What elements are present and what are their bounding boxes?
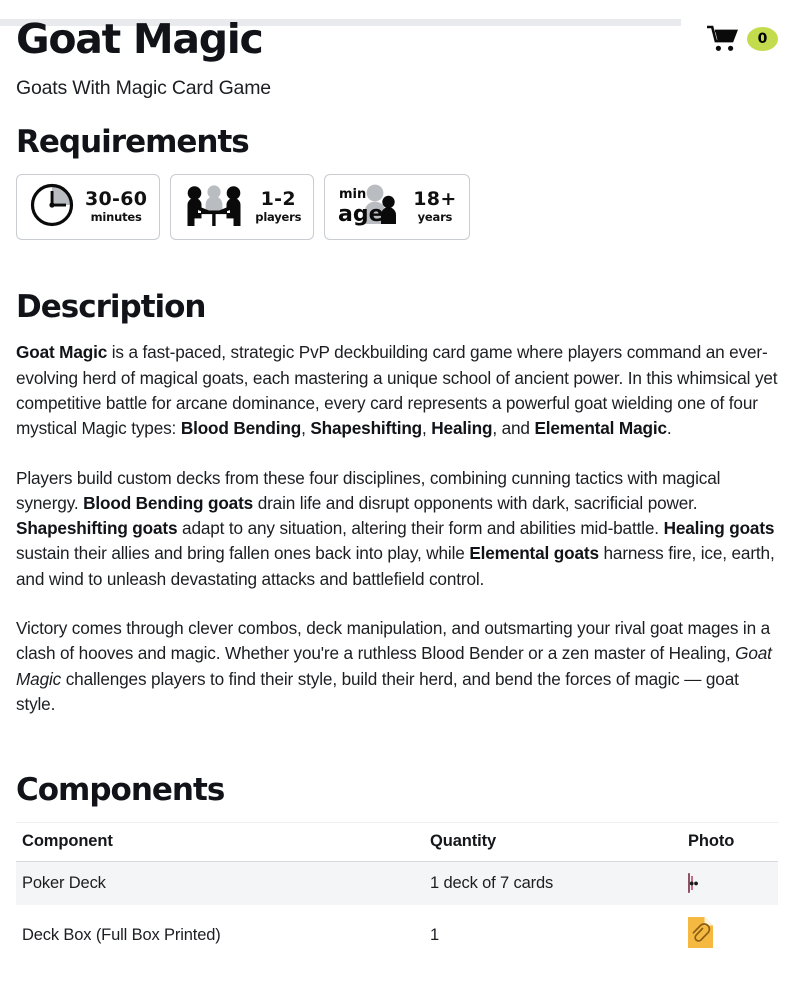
table-row xyxy=(16,862,778,906)
description-text-run: Elemental Magic xyxy=(534,418,667,439)
requirement-unit-players: players xyxy=(255,209,302,224)
requirements-heading: Requirements xyxy=(16,124,249,161)
cart-widget[interactable] xyxy=(706,25,778,53)
description-text-run: drain life and disrupt opponents with dark, sacrificial power. xyxy=(253,492,698,513)
file-attachment-icon[interactable] xyxy=(688,934,713,952)
product-page xyxy=(0,15,794,965)
requirement-value-players: 1-2 xyxy=(260,187,296,210)
description-text-run: , and xyxy=(492,418,535,439)
components-table xyxy=(16,822,778,965)
description-text-run: Healing goats xyxy=(663,518,775,539)
cart-count-badge[interactable]: 0 xyxy=(747,27,778,51)
clock-icon xyxy=(29,182,75,233)
description-text-run: Shapeshifting goats xyxy=(16,518,178,539)
description-paragraph xyxy=(16,340,778,441)
cell-quantity: 1 xyxy=(430,925,440,944)
description-body xyxy=(16,340,778,717)
requirement-unit-duration: minutes xyxy=(90,209,142,224)
requirement-unit-age: years xyxy=(417,209,453,224)
requirement-card-players xyxy=(170,174,314,240)
description-heading: Description xyxy=(16,289,206,326)
description-text-run: , xyxy=(422,418,432,439)
description-paragraph xyxy=(16,616,778,717)
description-text-run: Victory comes through clever combos, deck manipulation, and outsmarting your rival goat mages in a clash of hooves and magic. Whether you're a ruthless Blood Bender or a zen master of Healing, xyxy=(16,618,771,664)
description-text-run: harness fire, ice, earth, and wind to unleash devastating attacks and battlefield control. xyxy=(16,543,775,589)
description-text-run: sustain their allies and bring fallen ones back into play, while xyxy=(16,543,470,564)
column-header-component: Component xyxy=(16,823,424,862)
cell-photo xyxy=(682,862,778,906)
description-text-run: Goat Magic xyxy=(16,342,108,363)
requirement-value-duration: 30-60 xyxy=(85,187,148,210)
cell-quantity: 1 deck of 7 cards xyxy=(424,862,682,906)
description-text-run: adapt to any situation, altering their form and abilities mid-battle. xyxy=(177,518,664,539)
cell-component: Poker Deck xyxy=(16,862,424,906)
players-icon xyxy=(183,182,245,233)
requirement-card-duration xyxy=(16,174,160,240)
requirement-value-age: 18+ xyxy=(413,187,457,210)
card-thumbnail[interactable] xyxy=(688,873,690,893)
shopping-cart-icon[interactable] xyxy=(706,25,740,53)
table-header-row xyxy=(16,823,778,862)
description-text-run: , xyxy=(301,418,311,439)
description-text-run: Shapeshifting xyxy=(310,418,423,439)
description-text-run: is a fast-paced, strategic PvP deckbuilding card game where players command an ever-evolving herd of magical goats, each mastering a unique school of ancient power. In this whimsical yet competitive battle for arcane dominance, every card represents a powerful goat wielding one of four mystical Magic types: xyxy=(16,342,778,439)
description-text-run: Blood Bending goats xyxy=(83,492,254,513)
description-text-run: Players build custom decks from these four disciplines, combining cunning tactics with magical synergy. xyxy=(16,467,721,513)
min-age-icon xyxy=(337,182,403,233)
requirement-text-players xyxy=(255,187,302,225)
requirement-text-duration xyxy=(85,187,148,225)
description-text-run: Elemental goats xyxy=(469,543,599,564)
components-heading: Components xyxy=(16,772,225,809)
requirement-text-age xyxy=(413,187,457,225)
cell-component: Deck Box (Full Box Printed) xyxy=(22,925,221,944)
description-paragraph xyxy=(16,466,778,592)
description-text-run: Goat Magic xyxy=(16,643,772,689)
page-title: Goat Magic xyxy=(16,15,263,63)
requirements-row xyxy=(16,174,778,240)
description-text-run: Blood Bending xyxy=(180,418,302,439)
description-text-run: . xyxy=(666,418,672,439)
svg-text:age: age xyxy=(338,201,384,227)
description-text-run: Healing xyxy=(431,418,493,439)
column-header-photo: Photo xyxy=(682,823,778,862)
description-text-run: challenges players to find their style, build their herd, and bend the forces of magic — goat style. xyxy=(16,668,739,714)
page-subtitle: Goats With Magic Card Game xyxy=(16,77,271,99)
cell-photo xyxy=(682,905,778,965)
requirement-card-age xyxy=(324,174,469,240)
svg-text:min: min xyxy=(339,186,367,202)
column-header-quantity: Quantity xyxy=(424,823,682,862)
table-row xyxy=(16,905,778,965)
